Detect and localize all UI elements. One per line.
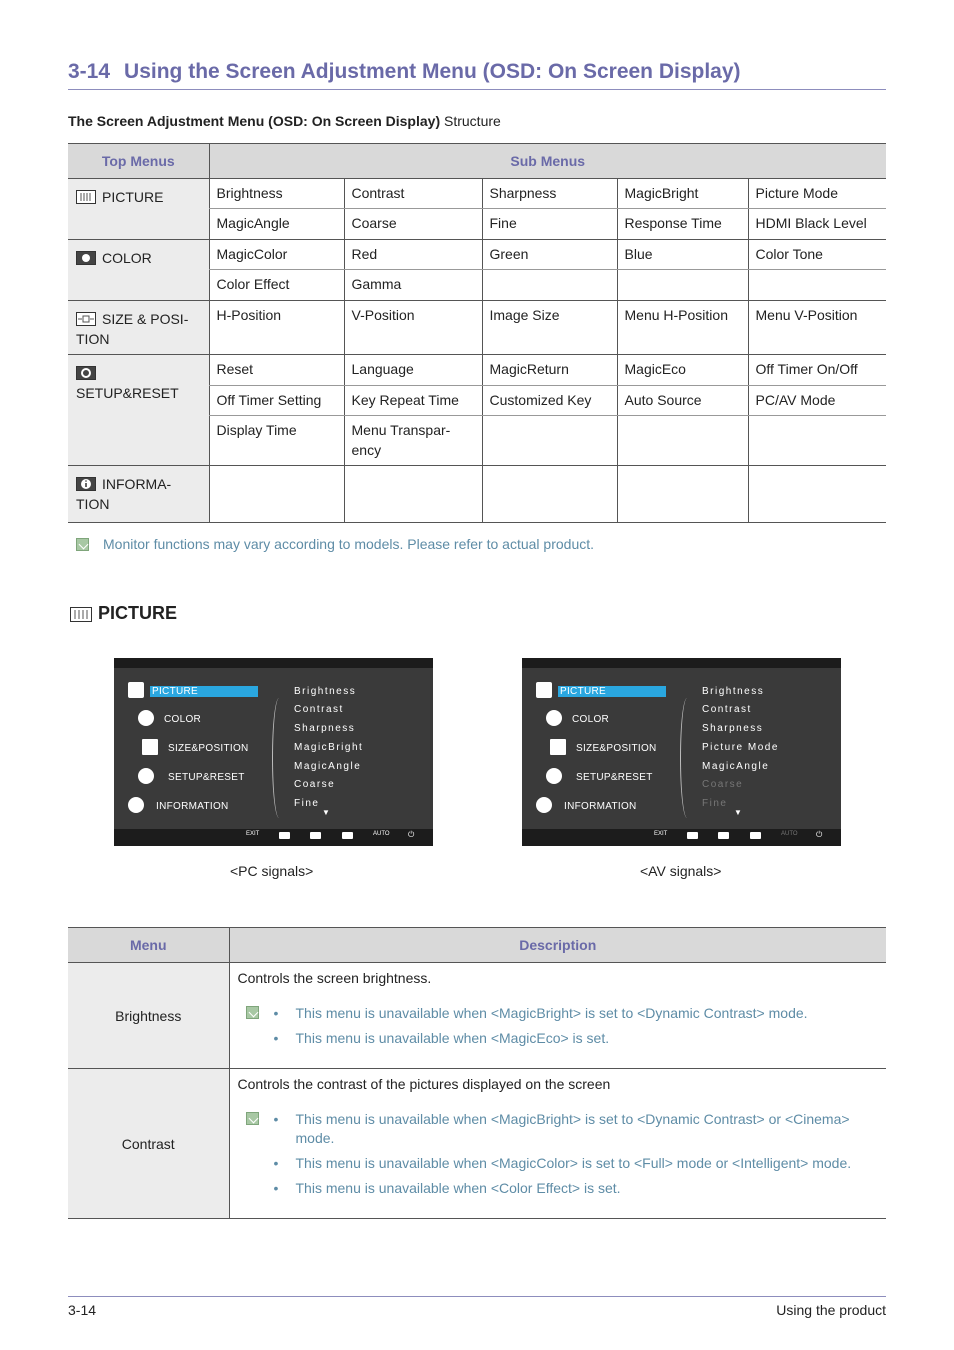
picture-label: PICTURE: [102, 189, 164, 205]
sub-item: H-Position: [209, 301, 344, 355]
osd-up-button[interactable]: [310, 832, 321, 839]
osd-button-bar: [522, 829, 841, 846]
osd-pc-screenshot: [114, 658, 433, 846]
sub-item: Menu V-Position: [748, 301, 886, 355]
color-palette-icon: [138, 710, 154, 726]
osd-up-button[interactable]: [718, 832, 729, 839]
osd-sub-item[interactable]: Fine: [294, 798, 320, 809]
osd-more-arrow: ▼: [322, 808, 332, 817]
sub-item: [748, 416, 886, 466]
top-menu-setup-reset: [68, 355, 209, 466]
osd-menu-information[interactable]: INFORMATION: [156, 801, 229, 812]
top-menu-color: [68, 240, 209, 301]
model-note: [76, 536, 594, 552]
sub-item-empty: [617, 466, 748, 523]
osd-menu-setup-reset[interactable]: SETUP&RESET: [168, 772, 245, 783]
note-icon: [76, 538, 89, 551]
subtitle-rest: Structure: [440, 113, 501, 129]
size-position-icon: [550, 739, 566, 755]
heading-rule: [68, 89, 886, 90]
osd-button-bar: [114, 829, 433, 846]
menu-brightness: Brightness: [68, 963, 229, 1069]
osd-menu-color[interactable]: COLOR: [164, 714, 202, 725]
description-text: Controls the screen brightness.: [237, 970, 432, 986]
sub-item: Off Timer On/Off: [748, 355, 886, 386]
sub-item: Off Timer Setting: [209, 386, 344, 416]
osd-divider-arc: [680, 698, 694, 818]
sub-item: MagicBright: [617, 179, 748, 209]
sub-item: HDMI Black Level: [748, 209, 886, 240]
sub-item-empty: [209, 466, 344, 523]
sub-item: MagicReturn: [482, 355, 617, 386]
col-sub-menus: Sub Menus: [209, 144, 886, 179]
note-item: • This menu is unavailable when <MagicEco> is set.: [238, 1029, 879, 1048]
heading-number: 3-14: [68, 60, 111, 83]
color-label: COLOR: [102, 250, 152, 266]
color-palette-icon: [546, 710, 562, 726]
osd-sub-item[interactable]: MagicAngle: [294, 761, 362, 772]
sub-item: Color Effect: [209, 270, 344, 301]
gear-icon: [76, 366, 96, 380]
sub-item: Customized Key: [482, 386, 617, 416]
osd-sub-item[interactable]: Picture Mode: [702, 742, 779, 753]
osd-menu-color[interactable]: COLOR: [572, 714, 610, 725]
osd-menu-setup-reset[interactable]: SETUP&RESET: [576, 772, 653, 783]
sub-item: Image Size: [482, 301, 617, 355]
sub-item: Blue: [617, 240, 748, 270]
info-icon: [128, 797, 144, 813]
sub-item: Brightness: [209, 179, 344, 209]
osd-structure-table: [68, 143, 886, 523]
col-description: Description: [229, 928, 886, 963]
sub-item: Menu H-Position: [617, 301, 748, 355]
top-menu-information: [68, 466, 209, 523]
osd-enter-button[interactable]: [750, 832, 761, 839]
osd-sub-item-disabled: Coarse: [702, 779, 744, 790]
description-text: Controls the contrast of the pictures displayed on the screen: [237, 1076, 611, 1092]
osd-down-button[interactable]: [687, 832, 698, 839]
note-item: • This menu is unavailable when <Color Effect> is set.: [238, 1179, 879, 1198]
sub-item: MagicEco: [617, 355, 748, 386]
page-heading: [68, 60, 741, 84]
osd-menu-size-position[interactable]: SIZE&POSITION: [168, 743, 249, 754]
sub-item: Response Time: [617, 209, 748, 240]
osd-sub-item[interactable]: Contrast: [702, 704, 752, 715]
sub-item: [482, 270, 617, 301]
av-signals-caption: <AV signals>: [640, 863, 722, 879]
osd-top-bar: [114, 658, 433, 668]
sub-item: [748, 270, 886, 301]
section-title: [70, 603, 177, 624]
osd-menu-picture[interactable]: PICTURE: [150, 686, 258, 697]
osd-top-bar: [522, 658, 841, 668]
subtitle-bold: The Screen Adjustment Menu (OSD: On Screen Display): [68, 113, 441, 129]
osd-auto-label[interactable]: AUTO: [373, 831, 390, 837]
osd-av-screenshot: [522, 658, 841, 846]
osd-sub-item[interactable]: Contrast: [294, 704, 344, 715]
sub-item: MagicColor: [209, 240, 344, 270]
menu-contrast: Contrast: [68, 1069, 229, 1219]
sub-item-empty: [344, 466, 482, 523]
sub-item: Key Repeat Time: [344, 386, 482, 416]
note-list: [238, 1004, 879, 1048]
section-title-text: PICTURE: [98, 603, 178, 623]
osd-menu-picture[interactable]: PICTURE: [558, 686, 666, 697]
note-list: [238, 1110, 879, 1198]
osd-sub-item[interactable]: Brightness: [294, 686, 357, 697]
osd-menu-size-position[interactable]: SIZE&POSITION: [576, 743, 657, 754]
sub-item: [617, 416, 748, 466]
sub-item: Sharpness: [482, 179, 617, 209]
setup-reset-label: SETUP&RESET: [76, 385, 179, 401]
sub-item: Picture Mode: [748, 179, 886, 209]
sub-item: Display Time: [209, 416, 344, 466]
picture-icon: [76, 190, 96, 204]
osd-enter-button[interactable]: [342, 832, 353, 839]
picture-icon: [70, 607, 92, 622]
sub-item: Color Tone: [748, 240, 886, 270]
col-menu: Menu: [68, 928, 229, 963]
sub-item: Language: [344, 355, 482, 386]
sub-item: Auto Source: [617, 386, 748, 416]
note-text: Monitor functions may vary according to models. Please refer to actual product.: [103, 536, 595, 552]
osd-more-arrow: ▼: [734, 808, 744, 817]
size-position-label: SIZE & POSI-TION: [76, 311, 189, 347]
osd-down-button[interactable]: [279, 832, 290, 839]
power-icon[interactable]: ⏻: [816, 830, 823, 839]
sub-item: Green: [482, 240, 617, 270]
footer-rule: [68, 1296, 886, 1297]
osd-exit-label[interactable]: EXIT: [246, 831, 260, 837]
osd-sub-item[interactable]: MagicAngle: [702, 761, 770, 772]
sub-item: [482, 416, 617, 466]
sub-item: Fine: [482, 209, 617, 240]
osd-sub-item[interactable]: Brightness: [702, 686, 765, 697]
sub-item-empty: [748, 466, 886, 523]
sub-item: PC/AV Mode: [748, 386, 886, 416]
osd-divider-arc: [272, 698, 286, 818]
sub-item: [617, 270, 748, 301]
sub-item: Red: [344, 240, 482, 270]
osd-sub-item[interactable]: Sharpness: [702, 723, 764, 734]
picture-icon: [128, 682, 144, 698]
sub-item: Contrast: [344, 179, 482, 209]
page-number: 3-14: [68, 1302, 97, 1318]
top-menu-size-position: [68, 301, 209, 355]
note-item: • This menu is unavailable when <MagicColor> is set to <Full> mode or <Intelligent> mode.: [238, 1154, 879, 1173]
osd-exit-label[interactable]: EXIT: [654, 831, 668, 837]
heading-title: Using the Screen Adjustment Menu (OSD: On Screen Display): [124, 60, 741, 83]
sub-item: Reset: [209, 355, 344, 386]
color-palette-icon: [76, 251, 96, 265]
osd-sub-item[interactable]: MagicBright: [294, 742, 364, 753]
top-menu-picture: [68, 179, 209, 240]
description-cell: [229, 963, 886, 1069]
note-item: • This menu is unavailable when <MagicBright> is set to <Dynamic Contrast> or <Cinema> mode.: [238, 1110, 879, 1148]
info-icon: [76, 477, 96, 491]
sub-item: V-Position: [344, 301, 482, 355]
osd-menu-information[interactable]: INFORMATION: [564, 801, 637, 812]
footer-section: Using the product: [776, 1302, 886, 1318]
osd-sub-item[interactable]: Coarse: [294, 779, 336, 790]
sub-item: Menu Transpar-ency: [344, 416, 482, 466]
pc-signals-caption: <PC signals>: [230, 863, 314, 879]
note-item: • This menu is unavailable when <MagicBright> is set to <Dynamic Contrast> mode.: [238, 1004, 879, 1023]
information-label: INFORMA-TION: [76, 476, 172, 512]
gear-icon: [546, 768, 562, 784]
power-icon[interactable]: ⏻: [408, 830, 415, 839]
description-cell: [229, 1069, 886, 1219]
sub-item: Coarse: [344, 209, 482, 240]
size-position-icon: [142, 739, 158, 755]
table-subtitle: [68, 113, 501, 129]
sub-item: MagicAngle: [209, 209, 344, 240]
osd-auto-label: AUTO: [781, 831, 798, 837]
sub-item-empty: [482, 466, 617, 523]
picture-icon: [536, 682, 552, 698]
osd-sub-item-disabled: Fine: [702, 798, 728, 809]
osd-sub-item[interactable]: Sharpness: [294, 723, 356, 734]
size-position-icon: [76, 312, 96, 326]
col-top-menus: Top Menus: [68, 144, 209, 179]
info-icon: [536, 797, 552, 813]
sub-item: Gamma: [344, 270, 482, 301]
menu-description-table: [68, 927, 886, 1219]
gear-icon: [138, 768, 154, 784]
